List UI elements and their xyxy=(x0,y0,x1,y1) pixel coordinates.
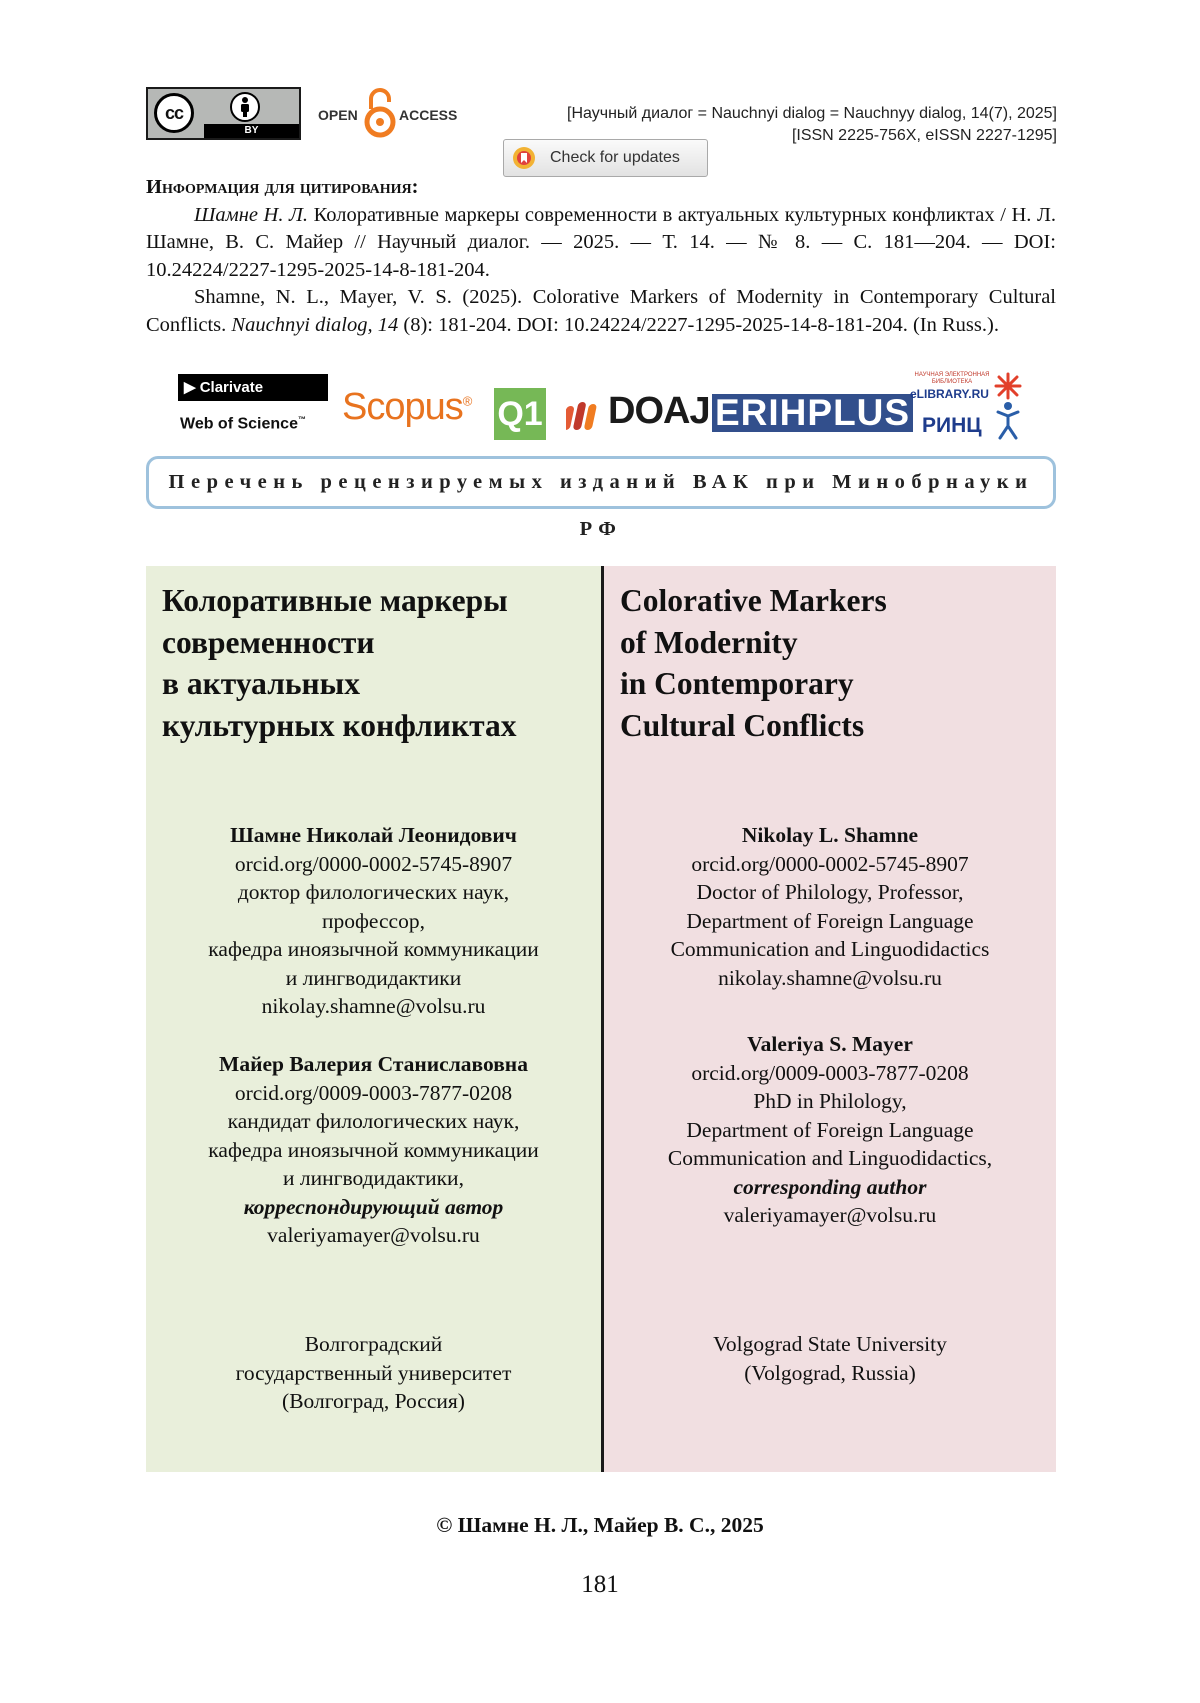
crossmark-icon xyxy=(512,146,536,170)
article-title-en: Colorative Markers of Modernity in Contemporary Cultural Conflicts xyxy=(620,583,887,743)
author-email[interactable]: nikolay.shamne@volsu.ru xyxy=(261,994,486,1018)
open-access-logo xyxy=(318,87,458,139)
elibrary-rinc-logo[interactable] xyxy=(910,372,1010,442)
q1-quartile-badge: Q1 xyxy=(494,388,546,440)
elibrary-caption: НАУЧНАЯ ЭЛЕКТРОННАЯ БИБЛИОТЕКА xyxy=(914,372,990,385)
citation-en-journal: Nauchnyi dialog, 14 xyxy=(231,313,399,336)
vak-list-banner: Перечень рецензируемых изданий ВАК при Минобрнауки РФ xyxy=(146,456,1056,509)
author-name: Nikolay L. Shamne xyxy=(741,823,919,847)
corresponding-author-label: корреспондирующий автор xyxy=(243,1194,504,1219)
citation-en-text: Shamne, N. L., Mayer, V. S. (2025). Colorative Markers of Modernity in Contemporary Cultural Conflicts. xyxy=(146,286,1056,336)
university-en: Volgograd State University (Volgograd, Russia) xyxy=(713,1332,947,1385)
indexing-logos xyxy=(146,370,1056,440)
web-of-science-logo[interactable]: Web of Science™ xyxy=(180,415,306,433)
elibrary-name: eLIBRARY.RU xyxy=(910,387,989,401)
page-number: 181 xyxy=(581,1571,619,1598)
russian-title-panel xyxy=(146,566,601,1472)
article-title-ru: Колоративные маркеры современности в актуальных культурных конфликтах xyxy=(162,583,517,743)
citation-en-rest: (8): 181-204. DOI: 10.24224/2227-1295-2025-14-8-181-204. (In Russ.). xyxy=(398,313,999,336)
check-for-updates-label: Check for updates xyxy=(550,149,680,166)
attribution-icon xyxy=(230,92,260,122)
author-mayer-en: Valeriya S. Mayer orcid.org/0009-0003-7877-0208 PhD in Philology, Department of Foreign Language Communication and Linguodidactics, corresponding author valeriyamayer@volsu.ru xyxy=(604,1030,1056,1230)
citation-english xyxy=(146,284,1056,339)
author-email[interactable]: valeriyamayer@volsu.ru xyxy=(723,1203,937,1227)
open-access-open-label: OPEN xyxy=(318,107,358,123)
author-shamne-en: Nikolay L. Shamne orcid.org/0000-0002-5745-8907 Doctor of Philology, Professor, Department of Foreign Language Communication and Linguodidactics nikolay.shamne@volsu.ru xyxy=(604,821,1056,992)
open-lock-icon xyxy=(363,87,397,139)
author-name: Шамне Николай Леонидович xyxy=(230,823,517,847)
author-name: Valeriya S. Mayer xyxy=(747,1032,913,1056)
corresponding-author-label: corresponding author xyxy=(733,1174,927,1199)
citation-info xyxy=(146,174,1056,339)
doaj-mark-icon xyxy=(566,400,606,432)
author-shamne-ru: Шамне Николай Леонидович orcid.org/0000-0002-5745-8907 доктор филологических наук, профессор, кафедра иноязычной коммуникации и лингводидактики nikolay.shamne@volsu.ru xyxy=(146,821,601,1021)
doaj-logo[interactable]: DOAJ xyxy=(608,390,710,432)
author-orcid[interactable]: orcid.org/0009-0003-7877-0208 xyxy=(234,1080,513,1105)
check-for-updates-button[interactable] xyxy=(503,139,708,177)
creative-commons-icon: cc xyxy=(154,93,194,133)
open-access-access-label: ACCESS xyxy=(399,107,458,123)
author-orcid[interactable]: orcid.org/0000-0002-5745-8907 xyxy=(691,851,969,876)
erihplus-logo[interactable]: ERIHPLUS xyxy=(712,394,913,432)
english-title-panel xyxy=(604,566,1056,1472)
cc-by-license-badge[interactable] xyxy=(146,87,301,140)
author-name: Майер Валерия Станиславовна xyxy=(219,1052,528,1076)
journal-ref-title: [Научный диалог = Nauchnyi dialog = Nauchnyy dialog, 14(7), 2025] xyxy=(567,105,1057,122)
citation-heading: Информация для цитирования: xyxy=(146,176,419,198)
author-email[interactable]: valeriyamayer@volsu.ru xyxy=(267,1223,480,1247)
elibrary-figure-icon xyxy=(994,372,1022,442)
scopus-logo[interactable]: Scopus® xyxy=(342,386,472,428)
clarivate-logo[interactable]: ▶︎ Clarivate xyxy=(178,374,328,401)
rinc-label: РИНЦ xyxy=(922,414,982,437)
citation-russian xyxy=(146,202,1056,285)
journal-ref-issn: [ISSN 2225-756X, eISSN 2227-1295] xyxy=(791,127,1057,144)
license-by-label: BY xyxy=(204,124,299,138)
citation-ru-authors: Шамне Н. Л. xyxy=(194,203,309,226)
copyright-line: © Шамне Н. Л., Майер В. С., 2025 xyxy=(436,1513,764,1537)
author-orcid[interactable]: orcid.org/0009-0003-7877-0208 xyxy=(691,1060,969,1085)
university-ru: Волгоградский государственный университет (Волгоград, Россия) xyxy=(235,1332,512,1413)
author-email[interactable]: nikolay.shamne@volsu.ru xyxy=(718,965,942,990)
author-mayer-ru: Майер Валерия Станиславовна orcid.org/0009-0003-7877-0208 кандидат филологических наук, кафедра иноязычной коммуникации и лингводидактики, корреспондирующий автор valeriyamayer@volsu.ru xyxy=(146,1050,601,1250)
author-orcid[interactable]: orcid.org/0000-0002-5745-8907 xyxy=(234,851,513,876)
citation-ru-text: Колоративные маркеры современности в актуальных культурных конфликтах / Н. Л. Шамне, В. С. Майер // Научный диалог. — 2025. — Т. 14. — № 8. — С. 181—204. — DOI: 10.24224/2227-1295-2025-14-8-181-204. xyxy=(146,203,1056,281)
